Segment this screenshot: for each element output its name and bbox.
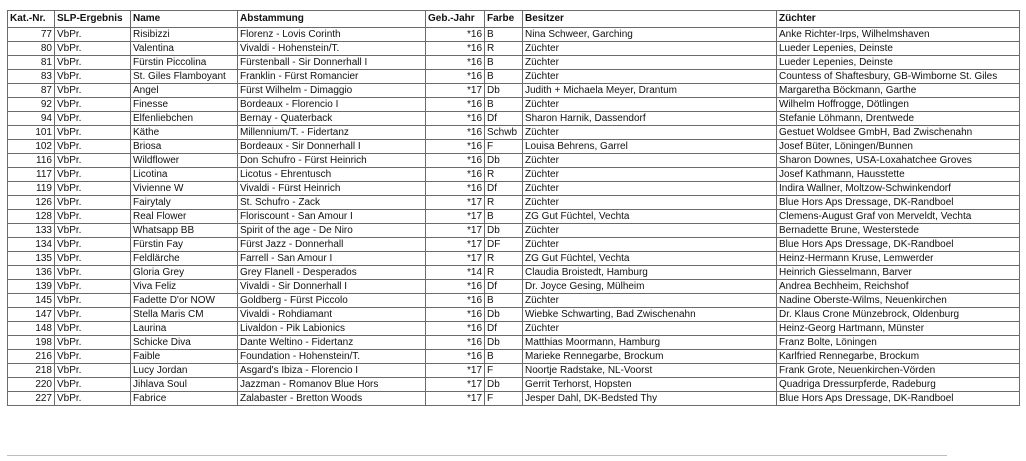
- zuechter-cell: Blue Hors Aps Dressage, DK-Randboel: [777, 392, 1020, 406]
- slp-ergebnis-cell: VbPr.: [55, 56, 131, 70]
- farbe-cell: R: [485, 42, 523, 56]
- table-row: [8, 336, 1020, 350]
- abstammung-cell: Licotus - Ehrentusch: [238, 168, 426, 182]
- kat-nr-cell: 136: [8, 266, 55, 280]
- table-row: [8, 182, 1020, 196]
- kat-nr-cell: 80: [8, 42, 55, 56]
- slp-ergebnis-cell: VbPr.: [55, 266, 131, 280]
- farbe-cell: B: [485, 98, 523, 112]
- zuechter-cell: Heinz-Georg Hartmann, Münster: [777, 322, 1020, 336]
- farbe-cell: B: [485, 210, 523, 224]
- zuechter-cell: Andrea Bechheim, Reichshof: [777, 280, 1020, 294]
- kat-nr-cell: 133: [8, 224, 55, 238]
- farbe-cell: B: [485, 350, 523, 364]
- slp-ergebnis-cell: VbPr.: [55, 378, 131, 392]
- geb-jahr-cell: *16: [426, 154, 485, 168]
- farbe-cell: R: [485, 266, 523, 280]
- besitzer-cell: Noortje Radstake, NL-Voorst: [523, 364, 777, 378]
- besitzer-cell: Züchter: [523, 42, 777, 56]
- name-cell: Schicke Diva: [131, 336, 238, 350]
- name-cell: Feldlärche: [131, 252, 238, 266]
- farbe-cell: R: [485, 168, 523, 182]
- abstammung-cell: Vivaldi - Fürst Heinrich: [238, 182, 426, 196]
- geb-jahr-cell: *14: [426, 266, 485, 280]
- name-cell: Käthe: [131, 126, 238, 140]
- name-cell: Fabrice: [131, 392, 238, 406]
- table-row: [8, 280, 1020, 294]
- table-row: [8, 140, 1020, 154]
- kat-nr-cell: 147: [8, 308, 55, 322]
- farbe-cell: B: [485, 294, 523, 308]
- kat-nr-cell: 102: [8, 140, 55, 154]
- table-row: [8, 112, 1020, 126]
- name-cell: Angel: [131, 84, 238, 98]
- col-header-geb-jahr: Geb.-Jahr: [426, 11, 485, 28]
- name-cell: Jihlava Soul: [131, 378, 238, 392]
- besitzer-cell: Wiebke Schwarting, Bad Zwischenahn: [523, 308, 777, 322]
- table-row: [8, 238, 1020, 252]
- name-cell: Finesse: [131, 98, 238, 112]
- besitzer-cell: Dr. Joyce Gesing, Mülheim: [523, 280, 777, 294]
- abstammung-cell: Goldberg - Fürst Piccolo: [238, 294, 426, 308]
- slp-ergebnis-cell: VbPr.: [55, 364, 131, 378]
- kat-nr-cell: 227: [8, 392, 55, 406]
- zuechter-cell: Karlfried Rennegarbe, Brockum: [777, 350, 1020, 364]
- abstammung-cell: Bernay - Quaterback: [238, 112, 426, 126]
- besitzer-cell: Sharon Harnik, Dassendorf: [523, 112, 777, 126]
- besitzer-cell: Züchter: [523, 126, 777, 140]
- zuechter-cell: Lueder Lepenies, Deinste: [777, 42, 1020, 56]
- geb-jahr-cell: *17: [426, 196, 485, 210]
- name-cell: Valentina: [131, 42, 238, 56]
- slp-ergebnis-cell: VbPr.: [55, 210, 131, 224]
- geb-jahr-cell: *16: [426, 140, 485, 154]
- table-row: [8, 70, 1020, 84]
- geb-jahr-cell: *16: [426, 112, 485, 126]
- name-cell: Real Flower: [131, 210, 238, 224]
- farbe-cell: F: [485, 364, 523, 378]
- table-row: [8, 42, 1020, 56]
- geb-jahr-cell: *16: [426, 56, 485, 70]
- table-row: [8, 294, 1020, 308]
- slp-ergebnis-cell: VbPr.: [55, 322, 131, 336]
- name-cell: Fadette D'or NOW: [131, 294, 238, 308]
- slp-ergebnis-cell: VbPr.: [55, 70, 131, 84]
- table-row: [8, 378, 1020, 392]
- besitzer-cell: ZG Gut Füchtel, Vechta: [523, 252, 777, 266]
- farbe-cell: F: [485, 392, 523, 406]
- farbe-cell: Df: [485, 280, 523, 294]
- zuechter-cell: Blue Hors Aps Dressage, DK-Randboel: [777, 238, 1020, 252]
- name-cell: Whatsapp BB: [131, 224, 238, 238]
- slp-ergebnis-cell: VbPr.: [55, 224, 131, 238]
- besitzer-cell: Gerrit Terhorst, Hopsten: [523, 378, 777, 392]
- name-cell: Licotina: [131, 168, 238, 182]
- zuechter-cell: Heinz-Hermann Kruse, Lemwerder: [777, 252, 1020, 266]
- col-header-zuechter: Züchter: [777, 11, 1020, 28]
- kat-nr-cell: 119: [8, 182, 55, 196]
- name-cell: Gloria Grey: [131, 266, 238, 280]
- kat-nr-cell: 81: [8, 56, 55, 70]
- slp-ergebnis-cell: VbPr.: [55, 126, 131, 140]
- slp-ergebnis-cell: VbPr.: [55, 28, 131, 42]
- besitzer-cell: Züchter: [523, 154, 777, 168]
- besitzer-cell: Züchter: [523, 56, 777, 70]
- abstammung-cell: Fürstenball - Sir Donnerhall I: [238, 56, 426, 70]
- abstammung-cell: Grey Flanell - Desperados: [238, 266, 426, 280]
- slp-ergebnis-cell: VbPr.: [55, 392, 131, 406]
- slp-ergebnis-cell: VbPr.: [55, 140, 131, 154]
- zuechter-cell: Lueder Lepenies, Deinste: [777, 56, 1020, 70]
- col-header-abstammung: Abstammung: [238, 11, 426, 28]
- besitzer-cell: Züchter: [523, 322, 777, 336]
- geb-jahr-cell: *16: [426, 322, 485, 336]
- slp-ergebnis-cell: VbPr.: [55, 350, 131, 364]
- name-cell: Viva Feliz: [131, 280, 238, 294]
- zuechter-cell: Stefanie Löhmann, Drentwede: [777, 112, 1020, 126]
- abstammung-cell: Foundation - Hohenstein/T.: [238, 350, 426, 364]
- besitzer-cell: Züchter: [523, 294, 777, 308]
- besitzer-cell: Züchter: [523, 182, 777, 196]
- geb-jahr-cell: *16: [426, 168, 485, 182]
- besitzer-cell: Züchter: [523, 98, 777, 112]
- farbe-cell: B: [485, 56, 523, 70]
- zuechter-cell: Josef Kathmann, Hausstette: [777, 168, 1020, 182]
- abstammung-cell: Dante Weltino - Fidertanz: [238, 336, 426, 350]
- kat-nr-cell: 220: [8, 378, 55, 392]
- geb-jahr-cell: *16: [426, 126, 485, 140]
- kat-nr-cell: 218: [8, 364, 55, 378]
- abstammung-cell: Florenz - Lovis Corinth: [238, 28, 426, 42]
- kat-nr-cell: 145: [8, 294, 55, 308]
- kat-nr-cell: 92: [8, 98, 55, 112]
- besitzer-cell: Claudia Broistedt, Hamburg: [523, 266, 777, 280]
- abstammung-cell: Fürst Wilhelm - Dimaggio: [238, 84, 426, 98]
- zuechter-cell: Anke Richter-Irps, Wilhelmshaven: [777, 28, 1020, 42]
- kat-nr-cell: 216: [8, 350, 55, 364]
- kat-nr-cell: 126: [8, 196, 55, 210]
- farbe-cell: R: [485, 196, 523, 210]
- table-row: [8, 392, 1020, 406]
- farbe-cell: F: [485, 140, 523, 154]
- zuechter-cell: Frank Grote, Neuenkirchen-Vörden: [777, 364, 1020, 378]
- name-cell: Fürstin Fay: [131, 238, 238, 252]
- besitzer-cell: Jesper Dahl, DK-Bedsted Thy: [523, 392, 777, 406]
- table-row: [8, 322, 1020, 336]
- geb-jahr-cell: *17: [426, 364, 485, 378]
- kat-nr-cell: 135: [8, 252, 55, 266]
- zuechter-cell: Sharon Downes, USA-Loxahatchee Groves: [777, 154, 1020, 168]
- slp-ergebnis-cell: VbPr.: [55, 308, 131, 322]
- geb-jahr-cell: *16: [426, 350, 485, 364]
- name-cell: Stella Maris CM: [131, 308, 238, 322]
- table-row: [8, 98, 1020, 112]
- zuechter-cell: Countess of Shaftesbury, GB-Wimborne St. Giles: [777, 70, 1020, 84]
- kat-nr-cell: 134: [8, 238, 55, 252]
- abstammung-cell: Livaldon - Pik Labionics: [238, 322, 426, 336]
- slp-ergebnis-cell: VbPr.: [55, 252, 131, 266]
- farbe-cell: B: [485, 28, 523, 42]
- name-cell: Vivienne W: [131, 182, 238, 196]
- col-header-besitzer: Besitzer: [523, 11, 777, 28]
- farbe-cell: DF: [485, 238, 523, 252]
- abstammung-cell: Asgard's Ibiza - Florencio I: [238, 364, 426, 378]
- name-cell: Wildflower: [131, 154, 238, 168]
- slp-ergebnis-cell: VbPr.: [55, 238, 131, 252]
- name-cell: Fairytaly: [131, 196, 238, 210]
- abstammung-cell: Floriscount - San Amour I: [238, 210, 426, 224]
- zuechter-cell: Margaretha Böckmann, Garthe: [777, 84, 1020, 98]
- farbe-cell: Db: [485, 336, 523, 350]
- zuechter-cell: Franz Bolte, Löningen: [777, 336, 1020, 350]
- geb-jahr-cell: *16: [426, 280, 485, 294]
- farbe-cell: Db: [485, 378, 523, 392]
- name-cell: Risibizzi: [131, 28, 238, 42]
- slp-ergebnis-cell: VbPr.: [55, 182, 131, 196]
- kat-nr-cell: 139: [8, 280, 55, 294]
- table-row: [8, 210, 1020, 224]
- besitzer-cell: Züchter: [523, 70, 777, 84]
- kat-nr-cell: 198: [8, 336, 55, 350]
- col-header-slp-ergebnis: SLP-Ergebnis: [55, 11, 131, 28]
- besitzer-cell: Marieke Rennegarbe, Brockum: [523, 350, 777, 364]
- farbe-cell: Df: [485, 182, 523, 196]
- abstammung-cell: Fürst Jazz - Donnerhall: [238, 238, 426, 252]
- abstammung-cell: Jazzman - Romanov Blue Hors: [238, 378, 426, 392]
- abstammung-cell: Vivaldi - Hohenstein/T.: [238, 42, 426, 56]
- kat-nr-cell: 117: [8, 168, 55, 182]
- col-header-kat-nr: Kat.-Nr.: [8, 11, 55, 28]
- farbe-cell: R: [485, 252, 523, 266]
- geb-jahr-cell: *17: [426, 378, 485, 392]
- abstammung-cell: Spirit of the age - De Niro: [238, 224, 426, 238]
- table-row: [8, 308, 1020, 322]
- zuechter-cell: Indira Wallner, Moltzow-Schwinkendorf: [777, 182, 1020, 196]
- zuechter-cell: Quadriga Dressurpferde, Radeburg: [777, 378, 1020, 392]
- table-row: [8, 168, 1020, 182]
- besitzer-cell: Nina Schweer, Garching: [523, 28, 777, 42]
- name-cell: Briosa: [131, 140, 238, 154]
- geb-jahr-cell: *17: [426, 238, 485, 252]
- table-row: [8, 28, 1020, 42]
- abstammung-cell: Millennium/T. - Fidertanz: [238, 126, 426, 140]
- besitzer-cell: Judith + Michaela Meyer, Drantum: [523, 84, 777, 98]
- name-cell: Laurina: [131, 322, 238, 336]
- zuechter-cell: Dr. Klaus Crone Münzebrock, Oldenburg: [777, 308, 1020, 322]
- kat-nr-cell: 148: [8, 322, 55, 336]
- besitzer-cell: Züchter: [523, 196, 777, 210]
- slp-ergebnis-cell: VbPr.: [55, 294, 131, 308]
- besitzer-cell: Züchter: [523, 238, 777, 252]
- geb-jahr-cell: *16: [426, 308, 485, 322]
- farbe-cell: Df: [485, 322, 523, 336]
- geb-jahr-cell: *16: [426, 42, 485, 56]
- kat-nr-cell: 101: [8, 126, 55, 140]
- geb-jahr-cell: *16: [426, 182, 485, 196]
- slp-ergebnis-cell: VbPr.: [55, 154, 131, 168]
- geb-jahr-cell: *17: [426, 252, 485, 266]
- zuechter-cell: Gestuet Woldsee GmbH, Bad Zwischenahn: [777, 126, 1020, 140]
- besitzer-cell: Matthias Moormann, Hamburg: [523, 336, 777, 350]
- table-row: [8, 252, 1020, 266]
- abstammung-cell: Don Schufro - Fürst Heinrich: [238, 154, 426, 168]
- table-row: [8, 224, 1020, 238]
- geb-jahr-cell: *16: [426, 294, 485, 308]
- name-cell: St. Giles Flamboyant: [131, 70, 238, 84]
- kat-nr-cell: 87: [8, 84, 55, 98]
- abstammung-cell: Bordeaux - Sir Donnerhall I: [238, 140, 426, 154]
- abstammung-cell: St. Schufro - Zack: [238, 196, 426, 210]
- besitzer-cell: ZG Gut Füchtel, Vechta: [523, 210, 777, 224]
- slp-ergebnis-cell: VbPr.: [55, 336, 131, 350]
- zuechter-cell: Blue Hors Aps Dressage, DK-Randboel: [777, 196, 1020, 210]
- besitzer-cell: Züchter: [523, 224, 777, 238]
- geb-jahr-cell: *16: [426, 98, 485, 112]
- farbe-cell: Db: [485, 84, 523, 98]
- slp-ergebnis-cell: VbPr.: [55, 168, 131, 182]
- header-row: [8, 11, 1020, 28]
- name-cell: Fürstin Piccolina: [131, 56, 238, 70]
- table-row: [8, 364, 1020, 378]
- col-header-name: Name: [131, 11, 238, 28]
- zuechter-cell: Bernadette Brune, Westerstede: [777, 224, 1020, 238]
- slp-ergebnis-cell: VbPr.: [55, 42, 131, 56]
- kat-nr-cell: 77: [8, 28, 55, 42]
- table-row: [8, 350, 1020, 364]
- geb-jahr-cell: *16: [426, 70, 485, 84]
- abstammung-cell: Zalabaster - Bretton Woods: [238, 392, 426, 406]
- zuechter-cell: Josef Büter, Löningen/Bunnen: [777, 140, 1020, 154]
- abstammung-cell: Bordeaux - Florencio I: [238, 98, 426, 112]
- name-cell: Elfenliebchen: [131, 112, 238, 126]
- farbe-cell: Db: [485, 154, 523, 168]
- table-row: [8, 56, 1020, 70]
- geb-jahr-cell: *17: [426, 84, 485, 98]
- geb-jahr-cell: *16: [426, 28, 485, 42]
- table-body: [8, 28, 1020, 406]
- table-row: [8, 126, 1020, 140]
- page-footer-rule: [7, 455, 947, 456]
- zuechter-cell: Wilhelm Hoffrogge, Dötlingen: [777, 98, 1020, 112]
- slp-ergebnis-cell: VbPr.: [55, 84, 131, 98]
- zuechter-cell: Clemens-August Graf von Merveldt, Vechta: [777, 210, 1020, 224]
- farbe-cell: Db: [485, 224, 523, 238]
- col-header-farbe: Farbe: [485, 11, 523, 28]
- table-row: [8, 84, 1020, 98]
- besitzer-cell: Louisa Behrens, Garrel: [523, 140, 777, 154]
- slp-ergebnis-cell: VbPr.: [55, 112, 131, 126]
- farbe-cell: Schwb: [485, 126, 523, 140]
- kat-nr-cell: 128: [8, 210, 55, 224]
- name-cell: Faible: [131, 350, 238, 364]
- table-row: [8, 154, 1020, 168]
- name-cell: Lucy Jordan: [131, 364, 238, 378]
- geb-jahr-cell: *17: [426, 210, 485, 224]
- table-row: [8, 196, 1020, 210]
- table-row: [8, 266, 1020, 280]
- kat-nr-cell: 83: [8, 70, 55, 84]
- besitzer-cell: Züchter: [523, 168, 777, 182]
- farbe-cell: B: [485, 70, 523, 84]
- abstammung-cell: Vivaldi - Sir Donnerhall I: [238, 280, 426, 294]
- abstammung-cell: Vivaldi - Rohdiamant: [238, 308, 426, 322]
- kat-nr-cell: 94: [8, 112, 55, 126]
- results-table: [7, 10, 1020, 406]
- slp-ergebnis-cell: VbPr.: [55, 280, 131, 294]
- slp-ergebnis-cell: VbPr.: [55, 98, 131, 112]
- farbe-cell: Df: [485, 112, 523, 126]
- abstammung-cell: Farrell - San Amour I: [238, 252, 426, 266]
- geb-jahr-cell: *17: [426, 392, 485, 406]
- abstammung-cell: Franklin - Fürst Romancier: [238, 70, 426, 84]
- farbe-cell: Db: [485, 308, 523, 322]
- kat-nr-cell: 116: [8, 154, 55, 168]
- slp-ergebnis-cell: VbPr.: [55, 196, 131, 210]
- geb-jahr-cell: *17: [426, 224, 485, 238]
- zuechter-cell: Nadine Oberste-Wilms, Neuenkirchen: [777, 294, 1020, 308]
- zuechter-cell: Heinrich Giesselmann, Barver: [777, 266, 1020, 280]
- geb-jahr-cell: *16: [426, 336, 485, 350]
